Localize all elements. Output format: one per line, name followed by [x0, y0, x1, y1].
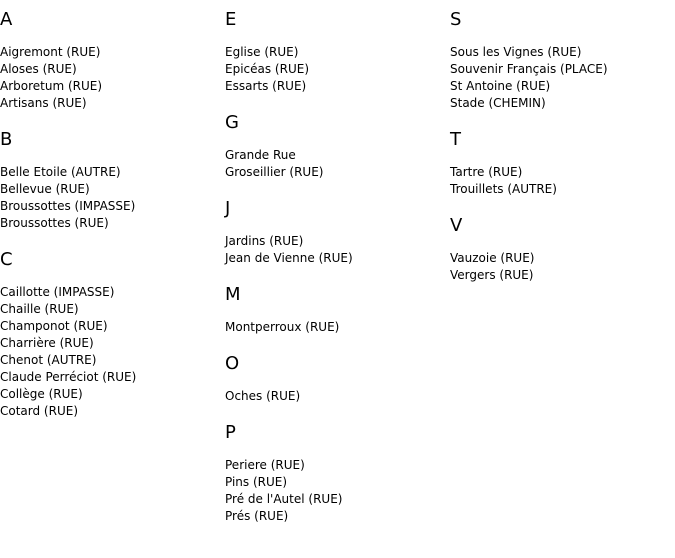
street-link[interactable]: Jardins (RUE): [225, 234, 304, 248]
street-link[interactable]: Caillotte (IMPASSE): [0, 285, 115, 299]
street-column-2: [225, 8, 445, 541]
letter-heading: B: [0, 129, 13, 150]
letter-section-j: [225, 197, 445, 267]
street-link[interactable]: Artisans (RUE): [0, 96, 87, 110]
street-link[interactable]: Pins (RUE): [225, 475, 288, 489]
street-link[interactable]: Oches (RUE): [225, 389, 301, 403]
letter-section-e: [225, 8, 445, 95]
street-link[interactable]: Stade (CHEMIN): [450, 96, 546, 110]
street-list: [0, 284, 220, 420]
street-list: [225, 388, 445, 405]
street-link[interactable]: Essarts (RUE): [225, 79, 307, 93]
street-list: [0, 164, 220, 232]
letter-heading: G: [225, 112, 239, 133]
street-list: [450, 250, 670, 284]
street-link[interactable]: Aloses (RUE): [0, 62, 77, 76]
letter-heading: A: [0, 9, 13, 30]
letter-heading: O: [225, 353, 240, 374]
street-link[interactable]: Claude Perréciot (RUE): [0, 370, 137, 384]
letter-section-c: [0, 248, 220, 420]
street-link[interactable]: Aigremont (RUE): [0, 45, 101, 59]
letter-section-t: [450, 128, 670, 198]
street-link[interactable]: Souvenir Français (PLACE): [450, 62, 608, 76]
street-list: [225, 233, 445, 267]
street-link[interactable]: Jean de Vienne (RUE): [225, 251, 353, 265]
letter-section-p: [225, 421, 445, 525]
street-link[interactable]: Prés (RUE): [225, 509, 289, 523]
street-link[interactable]: Collège (RUE): [0, 387, 83, 401]
street-link[interactable]: Broussottes (RUE): [0, 216, 109, 230]
street-link[interactable]: Groseillier (RUE): [225, 165, 324, 179]
street-link[interactable]: Trouillets (AUTRE): [450, 182, 557, 196]
street-link[interactable]: Tartre (RUE): [450, 165, 523, 179]
street-list: [225, 457, 445, 525]
street-link[interactable]: Epicéas (RUE): [225, 62, 309, 76]
street-list: [225, 147, 445, 181]
street-list: [225, 319, 445, 336]
street-link[interactable]: Belle Etoile (AUTRE): [0, 165, 121, 179]
street-link[interactable]: Grande Rue: [225, 148, 296, 162]
street-link[interactable]: Bellevue (RUE): [0, 182, 90, 196]
letter-heading: V: [450, 215, 463, 236]
letter-section-b: [0, 128, 220, 232]
street-link[interactable]: Eglise (RUE): [225, 45, 299, 59]
street-list: [0, 44, 220, 112]
letter-section-a: [0, 8, 220, 112]
street-link[interactable]: Montperroux (RUE): [225, 320, 340, 334]
letter-heading: J: [225, 198, 231, 219]
street-link[interactable]: Chaille (RUE): [0, 302, 79, 316]
letter-heading: T: [450, 129, 461, 150]
street-link[interactable]: St Antoine (RUE): [450, 79, 551, 93]
street-link[interactable]: Vauzoie (RUE): [450, 251, 535, 265]
street-link[interactable]: Broussottes (IMPASSE): [0, 199, 136, 213]
street-link[interactable]: Champonot (RUE): [0, 319, 108, 333]
letter-section-o: [225, 352, 445, 405]
street-link[interactable]: Vergers (RUE): [450, 268, 534, 282]
letter-heading: P: [225, 422, 236, 443]
letter-heading: C: [0, 249, 13, 270]
street-link[interactable]: Sous les Vignes (RUE): [450, 45, 582, 59]
street-list: [450, 164, 670, 198]
street-link[interactable]: Pré de l'Autel (RUE): [225, 492, 343, 506]
letter-section-m: [225, 283, 445, 336]
street-column-3: [450, 8, 670, 300]
street-link[interactable]: Arboretum (RUE): [0, 79, 103, 93]
street-list: [450, 44, 670, 112]
street-link[interactable]: Charrière (RUE): [0, 336, 94, 350]
letter-heading: M: [225, 284, 241, 305]
letter-section-v: [450, 214, 670, 284]
street-list: [225, 44, 445, 95]
letter-section-s: [450, 8, 670, 112]
letter-heading: E: [225, 9, 237, 30]
street-link[interactable]: Cotard (RUE): [0, 404, 78, 418]
street-link[interactable]: Chenot (AUTRE): [0, 353, 97, 367]
letter-section-g: [225, 111, 445, 181]
letter-heading: S: [450, 9, 462, 30]
street-column-1: [0, 8, 220, 436]
street-link[interactable]: Periere (RUE): [225, 458, 305, 472]
